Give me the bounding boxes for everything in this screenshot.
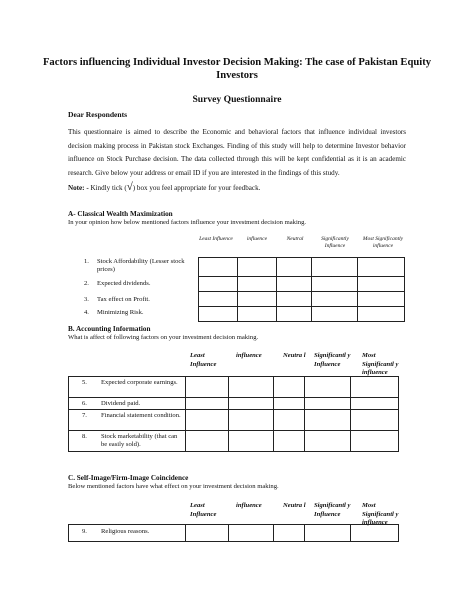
- section-b-col-influence: influence: [236, 352, 262, 359]
- table-row: [199, 307, 405, 322]
- item-number: 9.: [82, 528, 87, 535]
- response-box[interactable]: [229, 398, 274, 410]
- response-box[interactable]: [274, 410, 305, 431]
- response-box[interactable]: [199, 307, 238, 322]
- response-box[interactable]: [358, 258, 405, 277]
- note-line: [68, 181, 260, 193]
- response-box[interactable]: [229, 431, 274, 452]
- response-box[interactable]: [312, 258, 358, 277]
- table-row: [69, 431, 399, 452]
- response-box[interactable]: [358, 292, 405, 307]
- response-box[interactable]: [186, 431, 229, 452]
- section-b-description: What is affect of following factors on your investment decision making.: [68, 334, 259, 341]
- section-a-item-label: Expected dividends.: [97, 280, 151, 287]
- response-box[interactable]: [312, 277, 358, 292]
- section-a-item-number: 1.: [84, 258, 89, 265]
- item-number: 5.: [82, 379, 87, 386]
- section-a-description: In your opinion how below mentioned factors influence your investment decision making.: [68, 219, 307, 226]
- response-box[interactable]: [351, 398, 399, 410]
- table-row: [199, 258, 405, 277]
- note-text-before: Kindly tick (: [88, 184, 127, 192]
- table-row: [69, 525, 399, 542]
- response-box[interactable]: [229, 410, 274, 431]
- response-box[interactable]: [305, 410, 351, 431]
- section-c-col-most-significantly-influence: Most Significantl y influence: [362, 502, 399, 527]
- response-box[interactable]: [186, 410, 229, 431]
- response-box[interactable]: [186, 525, 229, 542]
- section-b-col-least-influence: Least Influence: [190, 352, 217, 368]
- section-b-col-significantly-influence: Significantl y Influence: [314, 352, 351, 368]
- table-row: [69, 377, 399, 398]
- section-a-item-number: 4.: [84, 309, 89, 316]
- table-row: [199, 292, 405, 307]
- response-box[interactable]: [277, 277, 312, 292]
- table-row: [69, 398, 399, 410]
- section-a-item-label: Tax effect on Profit.: [97, 296, 150, 303]
- survey-subtitle: Survey Questionnaire: [192, 94, 282, 105]
- section-a-item-label: Minimizing Risk.: [97, 309, 144, 316]
- section-b-col-neutral: Neutra l: [283, 352, 306, 359]
- response-box[interactable]: [305, 431, 351, 452]
- response-box[interactable]: [351, 431, 399, 452]
- response-box[interactable]: [199, 292, 238, 307]
- response-box[interactable]: [229, 377, 274, 398]
- response-box[interactable]: [274, 525, 305, 542]
- response-box[interactable]: [277, 292, 312, 307]
- response-box[interactable]: [238, 277, 277, 292]
- response-box[interactable]: [229, 525, 274, 542]
- section-b-heading: B. Accounting Information: [68, 325, 151, 333]
- section-b-col-most-significantly-influence: Most Significantl y influence: [362, 352, 399, 377]
- item-cell: [69, 431, 186, 452]
- table-row: [69, 410, 399, 431]
- item-cell: [69, 377, 186, 398]
- response-box[interactable]: [199, 277, 238, 292]
- response-box[interactable]: [238, 292, 277, 307]
- response-box[interactable]: [351, 525, 399, 542]
- salutation: Dear Respondents: [68, 110, 128, 119]
- item-label: Religious reasons.: [101, 528, 150, 535]
- response-box[interactable]: [186, 377, 229, 398]
- section-a-response-grid: [198, 257, 405, 322]
- item-cell: [69, 525, 186, 542]
- document-title: Factors influencing Individual Investor Decision Making: The case of Pakistan Equity Investors: [42, 57, 432, 81]
- section-a-heading: A- Classical Wealth Maximization: [68, 210, 173, 218]
- section-c-col-neutral: Neutra l: [283, 502, 306, 509]
- section-a-col-neutral: Neutral: [286, 236, 304, 242]
- response-box[interactable]: [274, 377, 305, 398]
- response-box[interactable]: [186, 398, 229, 410]
- response-box[interactable]: [358, 307, 405, 322]
- response-box[interactable]: [199, 258, 238, 277]
- section-c-table: [68, 524, 399, 542]
- item-number: 7.: [82, 412, 87, 419]
- section-c-description: Below mentioned factors have what effect on your investment decision making.: [68, 483, 279, 490]
- item-number: 8.: [82, 433, 87, 440]
- response-box[interactable]: [305, 525, 351, 542]
- item-label: Financial statement condition.: [101, 412, 181, 419]
- response-box[interactable]: [277, 307, 312, 322]
- section-a-col-least-influence: Least Influence: [199, 236, 233, 242]
- note-text-after: ) box you feel appropriate for your feedback.: [132, 184, 261, 192]
- section-a-item-label: Stock Affordability (Lesser stock prices): [97, 258, 185, 273]
- item-number: 6.: [82, 400, 87, 407]
- tick-mark-icon: √: [126, 181, 133, 193]
- item-cell: [69, 398, 186, 410]
- response-box[interactable]: [312, 307, 358, 322]
- item-label: Stock marketability (that can be easily sold).: [101, 433, 178, 448]
- item-label: Dividend paid.: [101, 400, 141, 407]
- response-box[interactable]: [305, 398, 351, 410]
- response-box[interactable]: [351, 410, 399, 431]
- section-c-col-significantly-influence: Significantl y Influence: [314, 502, 351, 518]
- section-a-col-most-significantly-influence: Most Significantly influence: [362, 236, 404, 249]
- response-box[interactable]: [277, 258, 312, 277]
- response-box[interactable]: [351, 377, 399, 398]
- table-row: [199, 277, 405, 292]
- section-c-heading: C. Self-Image/Firm-Image Coincidence: [68, 474, 189, 482]
- response-box[interactable]: [238, 258, 277, 277]
- response-box[interactable]: [274, 398, 305, 410]
- response-box[interactable]: [312, 292, 358, 307]
- item-cell: [69, 410, 186, 431]
- note-label: Note: -: [68, 184, 89, 192]
- section-a-col-significantly-influence: Significantly Influence: [321, 236, 349, 249]
- section-a-item-number: 2.: [84, 280, 89, 287]
- section-c-col-least-influence: Least Influence: [190, 502, 217, 518]
- section-c-col-influence: influence: [236, 502, 262, 509]
- response-box[interactable]: [274, 431, 305, 452]
- intro-paragraph: This questionnaire is aimed to describe the Economic and behavioral factors that influence individual investors decision making process in Pakistan stock Exchanges. Finding of this study will help to determine Investor behavior influence on Stock Purchase decision. The data collected through this will be kept confidential as it is an academic research. Give below your address or email ID if you are interested in the findings of this study.: [68, 128, 406, 177]
- response-box[interactable]: [238, 307, 277, 322]
- section-b-table: [68, 376, 399, 452]
- item-label: Expected corporate earnings.: [101, 379, 178, 386]
- response-box[interactable]: [358, 277, 405, 292]
- section-a-item-number: 3.: [84, 296, 89, 303]
- section-a-col-influence: influence: [246, 236, 268, 242]
- response-box[interactable]: [305, 377, 351, 398]
